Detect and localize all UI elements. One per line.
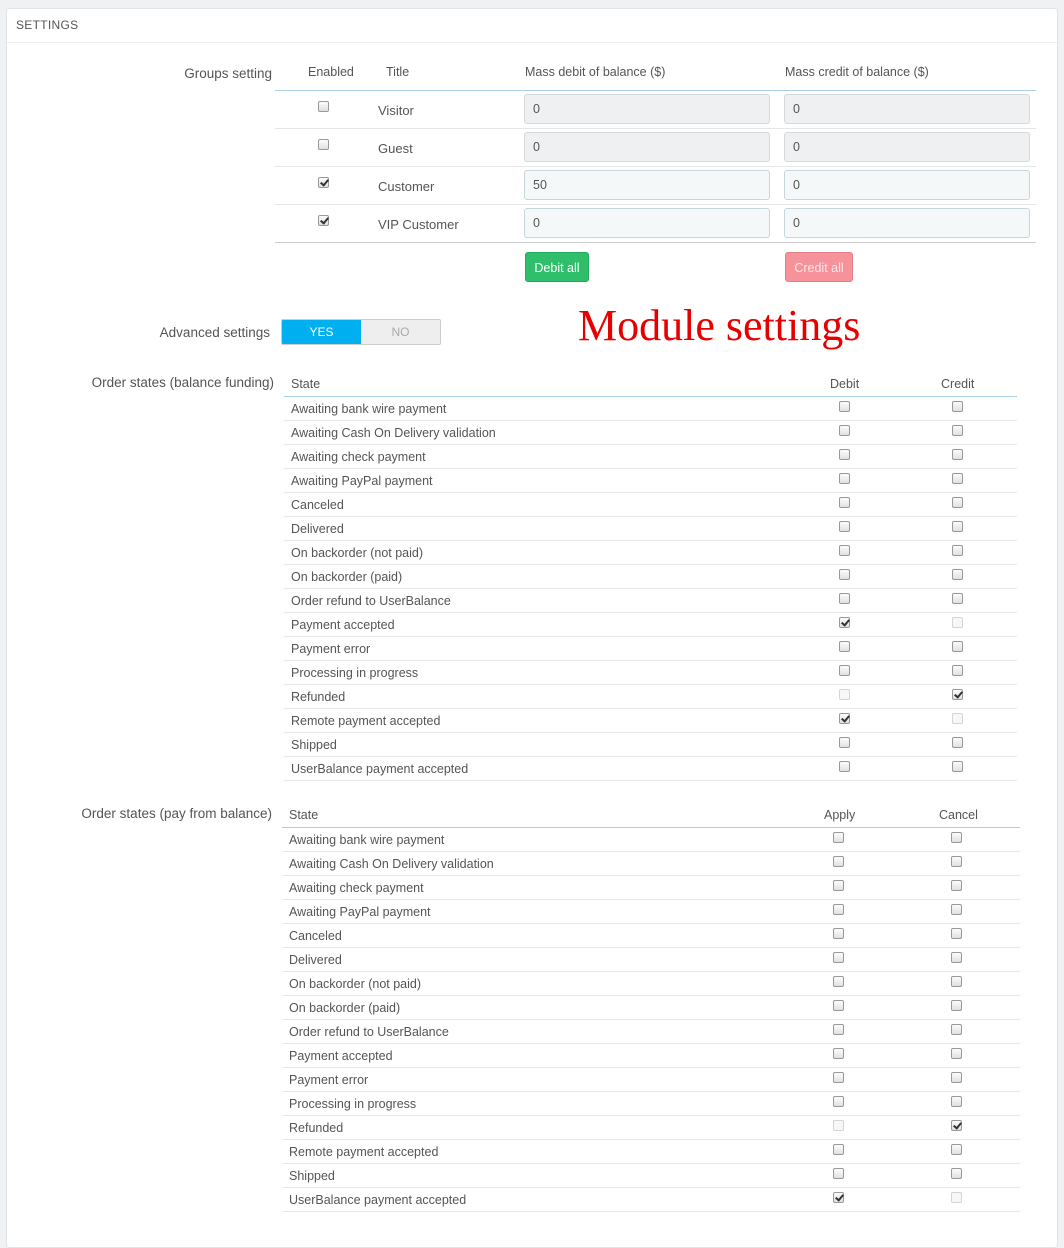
mass-credit-input[interactable]: 0 — [784, 94, 1030, 124]
cancel-checkbox[interactable] — [951, 880, 962, 891]
cancel-checkbox[interactable] — [951, 1048, 962, 1059]
apply-checkbox[interactable] — [833, 1096, 844, 1107]
mass-debit-input[interactable]: 0 — [524, 208, 770, 238]
state-row — [282, 900, 1020, 924]
credit-checkbox[interactable] — [952, 473, 963, 484]
advanced-settings-label: Advanced settings — [159, 325, 270, 340]
credit-checkbox[interactable] — [952, 761, 963, 772]
group-title: Guest — [378, 141, 413, 156]
group-enabled-checkbox[interactable] — [318, 177, 329, 188]
state-name: Awaiting Cash On Delivery validation — [291, 426, 496, 440]
state-name: On backorder (paid) — [291, 570, 403, 584]
debit-checkbox[interactable] — [839, 737, 850, 748]
debit-checkbox[interactable] — [839, 665, 850, 676]
group-row — [275, 167, 1036, 205]
state-row — [282, 1044, 1020, 1068]
debit-checkbox[interactable] — [839, 425, 850, 436]
state-row — [284, 445, 1017, 469]
credit-checkbox[interactable] — [952, 737, 963, 748]
apply-checkbox[interactable] — [833, 1024, 844, 1035]
advanced-settings-toggle[interactable] — [281, 319, 441, 345]
mass-credit-input[interactable]: 0 — [784, 208, 1030, 238]
apply-checkbox[interactable] — [833, 1120, 844, 1131]
state-name: Remote payment accepted — [291, 714, 441, 728]
state-row — [284, 709, 1017, 733]
state-row — [284, 421, 1017, 445]
debit-checkbox[interactable] — [839, 401, 850, 412]
state-name: Awaiting PayPal payment — [289, 905, 431, 919]
mass-credit-input[interactable]: 0 — [784, 170, 1030, 200]
state-row — [284, 661, 1017, 685]
state-name: Payment accepted — [291, 618, 395, 632]
groups-table-header — [275, 55, 1036, 91]
cancel-checkbox[interactable] — [951, 1072, 962, 1083]
state-row — [284, 757, 1017, 781]
state-name: Awaiting PayPal payment — [291, 474, 433, 488]
state-name: Awaiting check payment — [289, 881, 424, 895]
cancel-checkbox[interactable] — [951, 1096, 962, 1107]
group-row — [275, 129, 1036, 167]
funding-header-state: State — [291, 377, 321, 391]
credit-checkbox[interactable] — [952, 449, 963, 460]
credit-checkbox[interactable] — [952, 497, 963, 508]
state-name: Payment accepted — [289, 1049, 393, 1063]
group-title: Customer — [378, 179, 435, 194]
mass-debit-input[interactable]: 50 — [524, 170, 770, 200]
state-name: Canceled — [291, 498, 344, 512]
state-name: Awaiting bank wire payment — [289, 833, 445, 847]
apply-checkbox[interactable] — [833, 1192, 844, 1203]
toggle-yes-option[interactable]: YES — [282, 320, 361, 344]
header-enabled: Enabled — [308, 65, 354, 79]
group-title: Visitor — [378, 103, 414, 118]
group-row — [275, 205, 1036, 243]
apply-checkbox[interactable] — [833, 1072, 844, 1083]
credit-checkbox[interactable] — [952, 665, 963, 676]
header-mass-credit: Mass credit of balance ($) — [785, 65, 929, 79]
paying-header-cancel: Cancel — [939, 808, 978, 822]
apply-checkbox[interactable] — [833, 880, 844, 891]
state-name: Order refund to UserBalance — [291, 594, 451, 608]
state-name: On backorder (not paid) — [289, 977, 422, 991]
cancel-checkbox[interactable] — [951, 976, 962, 987]
state-name: On backorder (not paid) — [291, 546, 424, 560]
credit-checkbox[interactable] — [952, 617, 963, 628]
state-name: Remote payment accepted — [289, 1145, 439, 1159]
cancel-checkbox[interactable] — [951, 1000, 962, 1011]
groups-table — [275, 55, 1036, 243]
credit-checkbox[interactable] — [952, 401, 963, 412]
state-row — [284, 493, 1017, 517]
state-row — [282, 1188, 1020, 1212]
header-mass-debit: Mass debit of balance ($) — [525, 65, 666, 79]
state-name: On backorder (paid) — [289, 1001, 401, 1015]
paying-label: Order states (pay from balance) — [81, 806, 272, 821]
debit-checkbox[interactable] — [839, 593, 850, 604]
cancel-checkbox[interactable] — [951, 952, 962, 963]
state-name: Shipped — [291, 738, 337, 752]
cancel-checkbox[interactable] — [951, 832, 962, 843]
state-name: Delivered — [289, 953, 342, 967]
state-row — [284, 565, 1017, 589]
state-name: Payment error — [291, 642, 371, 656]
state-name: Awaiting Cash On Delivery validation — [289, 857, 494, 871]
state-name: UserBalance payment accepted — [289, 1193, 467, 1207]
apply-checkbox[interactable] — [833, 1000, 844, 1011]
state-row — [282, 852, 1020, 876]
state-row — [282, 924, 1020, 948]
state-row — [282, 1068, 1020, 1092]
apply-checkbox[interactable] — [833, 856, 844, 867]
funding-header-credit: Credit — [941, 377, 975, 391]
state-row — [282, 1164, 1020, 1188]
paying-header-apply: Apply — [824, 808, 856, 822]
credit-checkbox[interactable] — [952, 641, 963, 652]
funding-label: Order states (balance funding) — [91, 375, 274, 390]
state-row — [284, 733, 1017, 757]
state-row — [282, 972, 1020, 996]
cancel-checkbox[interactable] — [951, 1024, 962, 1035]
debit-all-button[interactable]: Debit all — [525, 252, 589, 282]
state-row — [282, 876, 1020, 900]
credit-checkbox[interactable] — [952, 521, 963, 532]
mass-debit-input[interactable]: 0 — [524, 132, 770, 162]
state-name: Awaiting bank wire payment — [291, 402, 447, 416]
debit-checkbox[interactable] — [839, 641, 850, 652]
debit-checkbox[interactable] — [839, 497, 850, 508]
state-name: Payment error — [289, 1073, 369, 1087]
debit-checkbox[interactable] — [839, 761, 850, 772]
header-title: Title — [386, 65, 410, 79]
credit-checkbox[interactable] — [952, 425, 963, 436]
state-row — [284, 613, 1017, 637]
funding-table — [284, 370, 1017, 781]
cancel-checkbox[interactable] — [951, 856, 962, 867]
group-enabled-checkbox[interactable] — [318, 139, 329, 150]
apply-checkbox[interactable] — [833, 952, 844, 963]
credit-checkbox[interactable] — [952, 593, 963, 604]
module-settings-title: Module settings — [578, 301, 861, 350]
state-row — [282, 1092, 1020, 1116]
state-name: Order refund to UserBalance — [289, 1025, 449, 1039]
groups-table-body — [275, 91, 1036, 243]
state-name: Delivered — [291, 522, 344, 536]
state-name: Canceled — [289, 929, 342, 943]
apply-checkbox[interactable] — [833, 928, 844, 939]
funding-table-header — [284, 370, 1017, 397]
mass-debit-input[interactable]: 0 — [524, 94, 770, 124]
state-row — [282, 828, 1020, 852]
cancel-checkbox[interactable] — [951, 1192, 962, 1203]
state-name: Refunded — [289, 1121, 344, 1135]
state-row — [284, 541, 1017, 565]
state-name: Awaiting check payment — [291, 450, 426, 464]
groups-setting-label: Groups setting — [184, 66, 272, 81]
debit-checkbox[interactable] — [839, 569, 850, 580]
state-name: Refunded — [291, 690, 346, 704]
paying-table-header — [282, 801, 1020, 828]
debit-checkbox[interactable] — [839, 689, 850, 700]
apply-checkbox[interactable] — [833, 1144, 844, 1155]
credit-checkbox[interactable] — [952, 689, 963, 700]
debit-checkbox[interactable] — [839, 545, 850, 556]
apply-checkbox[interactable] — [833, 1048, 844, 1059]
debit-checkbox[interactable] — [839, 617, 850, 628]
state-name: Processing in progress — [291, 666, 419, 680]
panel-title: SETTINGS — [7, 9, 1057, 43]
apply-checkbox[interactable] — [833, 1168, 844, 1179]
debit-checkbox[interactable] — [839, 713, 850, 724]
debit-checkbox[interactable] — [839, 449, 850, 460]
state-row — [282, 996, 1020, 1020]
state-row — [284, 637, 1017, 661]
state-name: UserBalance payment accepted — [291, 762, 469, 776]
paying-table-body — [282, 828, 1020, 1212]
state-row — [284, 589, 1017, 613]
mass-credit-input[interactable]: 0 — [784, 132, 1030, 162]
state-row — [284, 397, 1017, 421]
credit-checkbox[interactable] — [952, 569, 963, 580]
funding-header-debit: Debit — [830, 377, 860, 391]
debit-checkbox[interactable] — [839, 521, 850, 532]
debit-checkbox[interactable] — [839, 473, 850, 484]
cancel-checkbox[interactable] — [951, 1144, 962, 1155]
cancel-checkbox[interactable] — [951, 928, 962, 939]
apply-checkbox[interactable] — [833, 976, 844, 987]
group-enabled-checkbox[interactable] — [318, 101, 329, 112]
credit-checkbox[interactable] — [952, 713, 963, 724]
credit-all-button[interactable]: Credit all — [785, 252, 853, 282]
state-row — [284, 517, 1017, 541]
state-row — [282, 1020, 1020, 1044]
apply-checkbox[interactable] — [833, 904, 844, 915]
state-row — [282, 1116, 1020, 1140]
cancel-checkbox[interactable] — [951, 904, 962, 915]
state-row — [284, 685, 1017, 709]
cancel-checkbox[interactable] — [951, 1120, 962, 1131]
paying-header-state: State — [289, 808, 319, 822]
state-row — [282, 948, 1020, 972]
funding-table-body — [284, 397, 1017, 781]
paying-table — [282, 801, 1020, 1212]
credit-checkbox[interactable] — [952, 545, 963, 556]
cancel-checkbox[interactable] — [951, 1168, 962, 1179]
state-name: Processing in progress — [289, 1097, 417, 1111]
state-row — [282, 1140, 1020, 1164]
group-title: VIP Customer — [378, 217, 459, 232]
group-enabled-checkbox[interactable] — [318, 215, 329, 226]
apply-checkbox[interactable] — [833, 832, 844, 843]
toggle-no-option[interactable]: NO — [391, 325, 410, 339]
state-name: Shipped — [289, 1169, 335, 1183]
group-row — [275, 91, 1036, 129]
state-row — [284, 469, 1017, 493]
